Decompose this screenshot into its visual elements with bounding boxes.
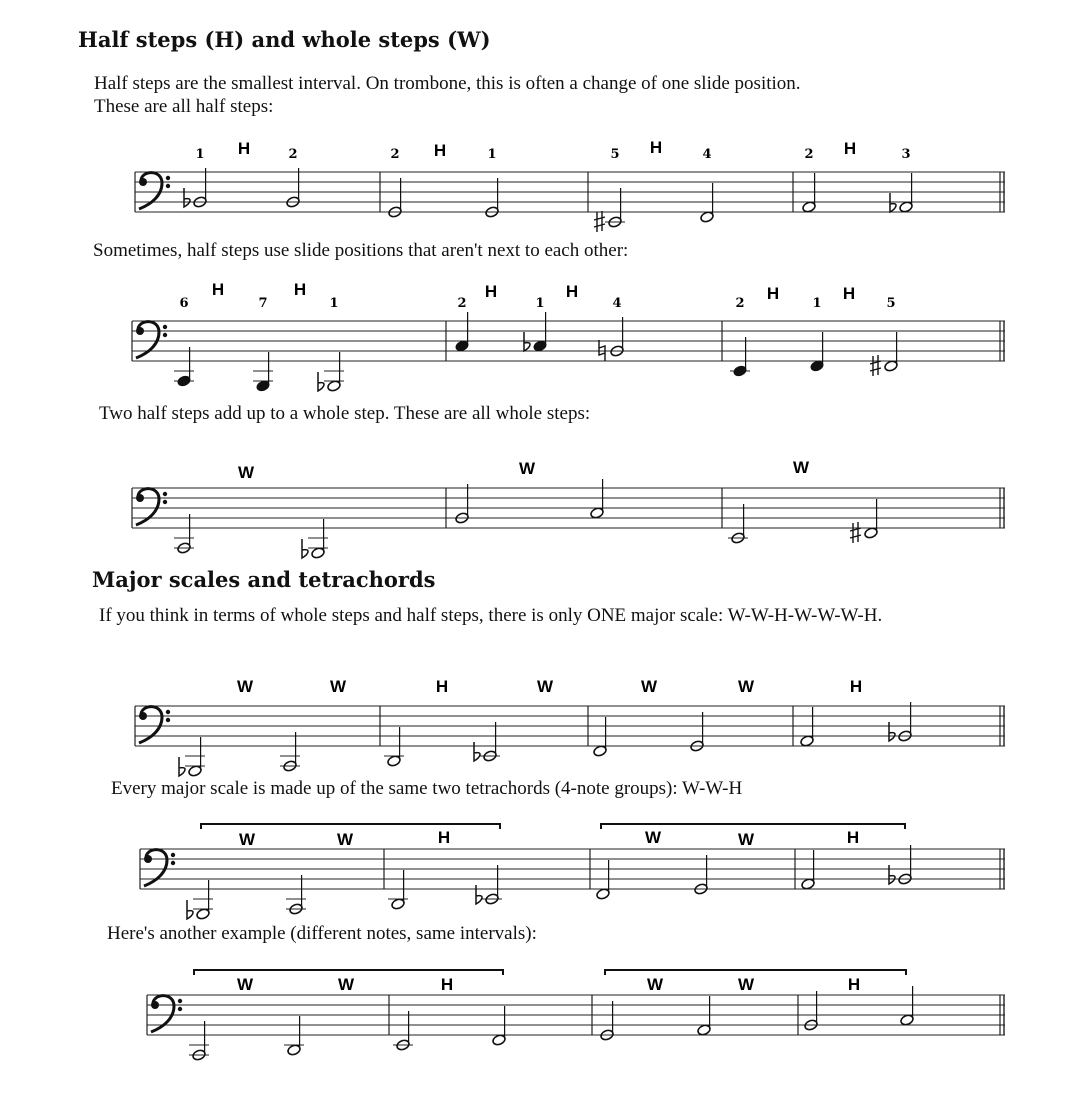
paragraph-tetrachords: Every major scale is made up of the same two tetrachords (4-note groups): W-W-H	[111, 778, 743, 799]
half-step-label: H	[565, 282, 579, 301]
slide-position-number: 2	[288, 147, 298, 162]
half-step-label: H	[435, 677, 449, 696]
slide-position-number: 1	[812, 296, 822, 311]
paragraph-another-example: Here's another example (different notes, same intervals):	[107, 923, 537, 944]
bass-clef-icon	[151, 996, 182, 1032]
whole-step-label: W	[329, 677, 347, 696]
note	[189, 1021, 209, 1061]
slide-position-number: 4	[612, 296, 622, 311]
whole-step-label: W	[236, 975, 254, 994]
slide-position-number: 2	[735, 296, 745, 311]
whole-step-label: W	[337, 975, 355, 994]
note	[900, 986, 915, 1026]
half-step-label: H	[846, 828, 860, 847]
half-step-label: H	[842, 284, 856, 303]
half-step-label: H	[440, 975, 454, 994]
slide-position-number: 1	[535, 296, 545, 311]
paragraph-non-adjacent: Sometimes, half steps use slide positions that aren't next to each other:	[93, 240, 629, 261]
half-step-label: H	[484, 282, 498, 301]
paragraph-whole-steps: Two half steps add up to a whole step. These are all whole steps:	[99, 403, 591, 424]
whole-step-label: W	[640, 677, 658, 696]
half-step-label: H	[847, 975, 861, 994]
note	[393, 1011, 413, 1051]
note	[284, 1016, 304, 1056]
whole-step-label: W	[238, 830, 256, 849]
section-title-half-whole: Half steps (H) and whole steps (W)	[78, 27, 491, 52]
slide-position-number: 3	[901, 147, 911, 162]
half-step-label: H	[211, 280, 225, 299]
whole-step-label: W	[336, 830, 354, 849]
half-step-label: H	[849, 677, 863, 696]
half-step-label: H	[649, 138, 663, 157]
intro-line-1: Half steps are the smallest interval. On trombone, this is often a change of one slide position.	[94, 73, 801, 94]
slide-position-number: 1	[487, 147, 497, 162]
section-title-major-scales: Major scales and tetrachords	[92, 567, 436, 592]
slide-position-number: 6	[179, 296, 189, 311]
half-step-label: H	[433, 141, 447, 160]
note	[492, 1006, 507, 1046]
whole-step-label: W	[536, 677, 554, 696]
half-step-label: H	[293, 280, 307, 299]
slide-position-number: 7	[258, 296, 268, 311]
whole-step-label: W	[237, 463, 255, 482]
note	[697, 996, 712, 1036]
half-step-label: H	[766, 284, 780, 303]
slide-position-number: 4	[702, 147, 712, 162]
whole-step-label: W	[646, 975, 664, 994]
slide-position-number: 5	[886, 296, 896, 311]
whole-step-label: W	[737, 830, 755, 849]
whole-step-label: W	[644, 828, 662, 847]
slide-position-number: 5	[610, 147, 620, 162]
paragraph-one-major-scale: If you think in terms of whole steps and half steps, there is only ONE major scale: W-W-H-W-W-W-H.	[99, 605, 883, 626]
whole-step-label: W	[236, 677, 254, 696]
whole-step-label: W	[737, 975, 755, 994]
half-step-label: H	[437, 828, 451, 847]
slide-position-number: 1	[195, 147, 205, 162]
intro-line-2: These are all half steps:	[94, 96, 274, 117]
half-step-label: H	[237, 139, 251, 158]
whole-step-label: W	[518, 459, 536, 478]
slide-position-number: 2	[457, 296, 467, 311]
half-step-label: H	[843, 139, 857, 158]
whole-step-label: W	[737, 677, 755, 696]
slide-position-number: 2	[390, 147, 400, 162]
slide-position-number: 1	[329, 296, 339, 311]
whole-step-label: W	[792, 458, 810, 477]
slide-position-number: 2	[804, 147, 814, 162]
